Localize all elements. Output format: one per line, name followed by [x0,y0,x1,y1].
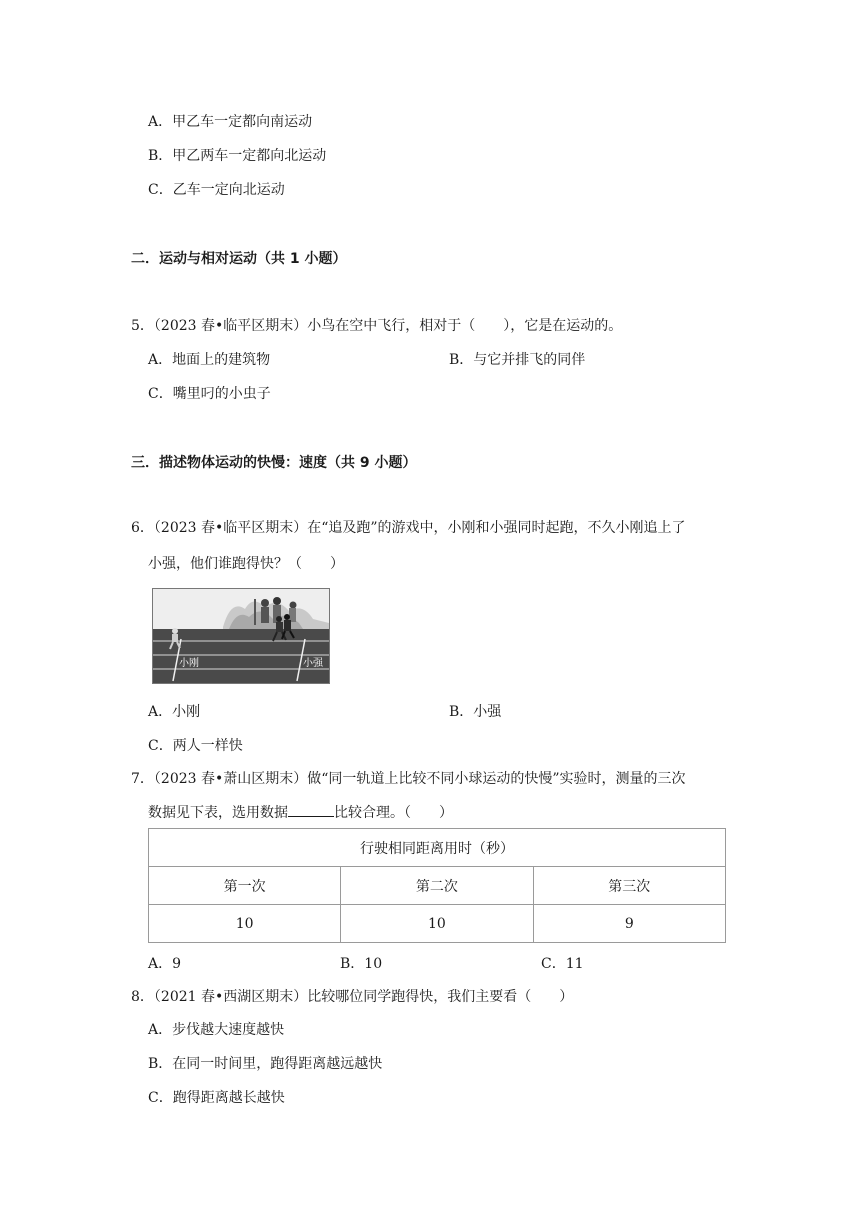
table-column-3: 第三次 [533,867,725,905]
runner-label-left: 小刚 [179,658,199,669]
q5-option-c: C．嘴里叼的小虫子 [148,386,271,402]
table-header-cell: 行驶相同距离用时（秒） [149,829,726,867]
q7-option-b: B．10 [340,956,383,972]
q7-stem-line1: 7．（2023 春•萧山区期末）做“同一轨道上比较不同小球运动的快慢”实验时，测量的三次 [131,771,686,787]
q8-option-c: C．跑得距离越长越快 [148,1090,285,1106]
q4-option-b: B．甲乙两车一定都向北运动 [148,148,327,164]
table-value-2: 10 [341,905,533,943]
race-track-illustration [153,589,329,683]
q6-option-b: B．小强 [449,704,502,720]
q4-option-a: A．甲乙车一定都向南运动 [148,114,313,130]
section-3-heading: 三．描述物体运动的快慢：速度（共 9 小题） [131,455,417,471]
q6-option-a: A．小刚 [148,704,201,720]
race-track-image [152,588,330,684]
table-columns-row [149,867,726,905]
q7-stem-line2-before: 数据见下表，选用数据 [148,805,288,821]
q7-stem-line2-after: 比较合理。（ ） [334,805,453,821]
answer-blank [288,802,334,817]
table-value-3: 9 [533,905,725,943]
q7-option-a: A．9 [148,956,182,972]
table-header-row [149,829,726,867]
q7-option-c: C．11 [541,956,584,972]
table-column-2: 第二次 [341,867,533,905]
q8-option-a: A．步伐越大速度越快 [148,1022,285,1038]
q5-option-b: B．与它并排飞的同伴 [449,352,586,368]
runner-label-right: 小强 [303,658,323,669]
q8-option-b: B．在同一时间里，跑得距离越远越快 [148,1056,383,1072]
timing-table [148,828,726,943]
section-2-heading: 二．运动与相对运动（共 1 小题） [131,251,347,267]
q5-stem: 5．（2023 春•临平区期末）小鸟在空中飞行，相对于（ ），它是在运动的。 [131,318,623,334]
q5-option-a: A．地面上的建筑物 [148,352,271,368]
q6-stem-line1: 6．（2023 春•临平区期末）在“追及跑”的游戏中，小刚和小强同时起跑，不久小刚追上了 [131,520,686,536]
q8-stem: 8．（2021 春•西湖区期末）比较哪位同学跑得快，我们主要看（ ） [131,989,574,1005]
q6-stem-line2: 小强，他们谁跑得快？（ ） [148,556,344,572]
table-column-1: 第一次 [149,867,341,905]
table-values-row [149,905,726,943]
q7-stem-line2 [148,802,453,822]
q4-option-c: C．乙车一定向北运动 [148,182,285,198]
table-value-1: 10 [149,905,341,943]
q6-option-c: C．两人一样快 [148,738,243,754]
